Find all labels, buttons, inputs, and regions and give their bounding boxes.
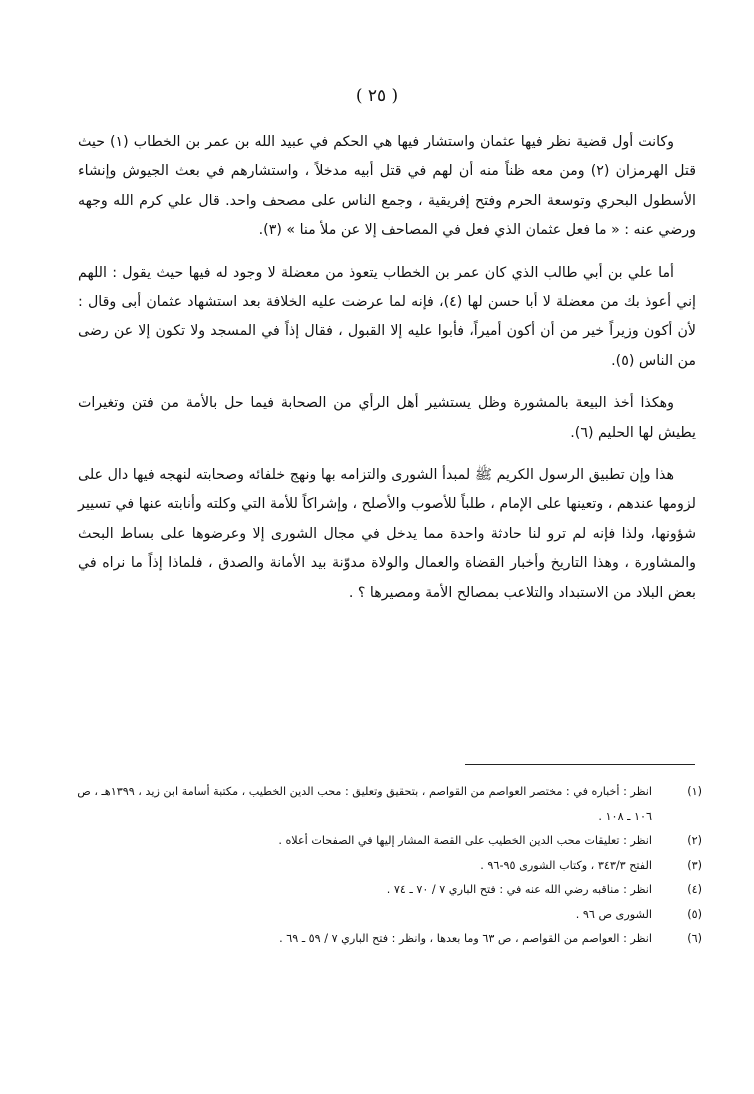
footnotes [70,780,702,952]
footnote-number: (٦) [687,932,702,945]
footnote [70,854,702,879]
paragraph: أما علي بن أبي طالب الذي كان عمر بن الخطاب يتعوذ من معضلة لا وجود له فيها حيث يقول : اللهم إني أعوذ بك من معضلة لا أبا حسن لها (٤)، فإنه لما عرضت عليه الخلافة بعد استشهاد عثمان أبى وقال : لأن أكون وزيراً خير من أن أكون أميراً، فأبوا عليه إلا القبول ، فقال إذاً في المسجد ولا تكون إلا عن رضى من الناس (٥). [78,264,697,369]
footnote-text: انظر : العواصم من القواصم ، ص ٦٣ وما بعدها ، وانظر : فتح الباري ٧ / ٥٩ ـ ٦٩ . [279,932,652,945]
paragraph: وهكذا أخذ البيعة بالمشورة وظل يستشير أهل الرأي من الصحابة فيما حل بالأمة من فتن وتغيرات يطيش لها الحليم (٦). [78,395,696,441]
footnote-number: (٣) [687,858,702,872]
paragraph: هذا وإن تطبيق الرسول الكريم ﷺ لمبدأ الشورى والتزامه بها ونهج خلفائه وصحابته لنهجه فيها دال على لزومها عندهم ، وتعينها على الإمام ، طلباً للأصوب والأصلح ، وإشراكاً للأمة التي وكلته وأنابته عنها في تسيير شؤونها، ولذا فإنه لم ترو لنا حادثة واحدة مما يدخل في مجال الشورى إلا وعرضوها على بساط البحث والمشاورة ، وهذا التاريخ وأخبار القضاة والعمال والولاة مدوّنة بيد الأمانة والصدق ، فلماذا إذاً ما نراه في بعض البلاد من الاستبداد والتلاعب بمصالح الأمة ومصيرها ؟ . [78,467,696,601]
footnote-number: (٥) [687,907,702,921]
footnote-text: الشورى ص ٩٦ . [575,907,652,921]
footnote-divider [465,764,695,765]
footnote [70,903,702,928]
footnote-number: (٤) [687,883,702,896]
page-number: ( ٢٥ ) [355,86,399,106]
footnote-number: (٢) [687,834,702,847]
footnote-number: (١) [687,785,702,798]
footnote [70,780,702,829]
footnote-text: انظر : مناقبه رضي الله عنه في : فتح الباري ٧ / ٧٠ ـ ٧٤ . [386,883,652,896]
footnote-text: انظر : أخباره في : مختصر العواصم من القواصم ، بتحقيق وتعليق : محب الدين الخطيب ، مكتبة أسامة ابن زيد ، ١٣٩٩هـ ، ص ١٠٦ ـ ١٠٨ . [77,785,652,823]
footnote [70,878,702,903]
paragraph: وكانت أول قضية نظر فيها عثمان واستشار فيها هي الحكم في عبيد الله بن عمر بن الخطاب (١) حيث قتل الهرمزان (٢) ومن معه ظناً منه أن لهم في قتل أبيه مدخلاً ، واستشارهم في بعث الجيوش وإنشاء الأسطول البحري وتوسعة الحرم وفتح إفريقية ، وجمع الناس على مصحف واحد. قال علي كرم الله وجهه ورضي عنه : « ما فعل عثمان الذي فعل في المصاحف إلا عن ملأ منا » (٣). [78,134,696,239]
footnote-text: انظر : تعليقات محب الدين الخطيب على القصة المشار إليها في الصفحات أعلاه . [278,834,652,847]
footnote-text: الفتح ٣٤٣/٣ ، وكتاب الشورى ٩٥-٩٦ . [480,858,652,872]
body-text [78,128,696,608]
footnote [70,927,702,952]
footnote [70,829,702,854]
